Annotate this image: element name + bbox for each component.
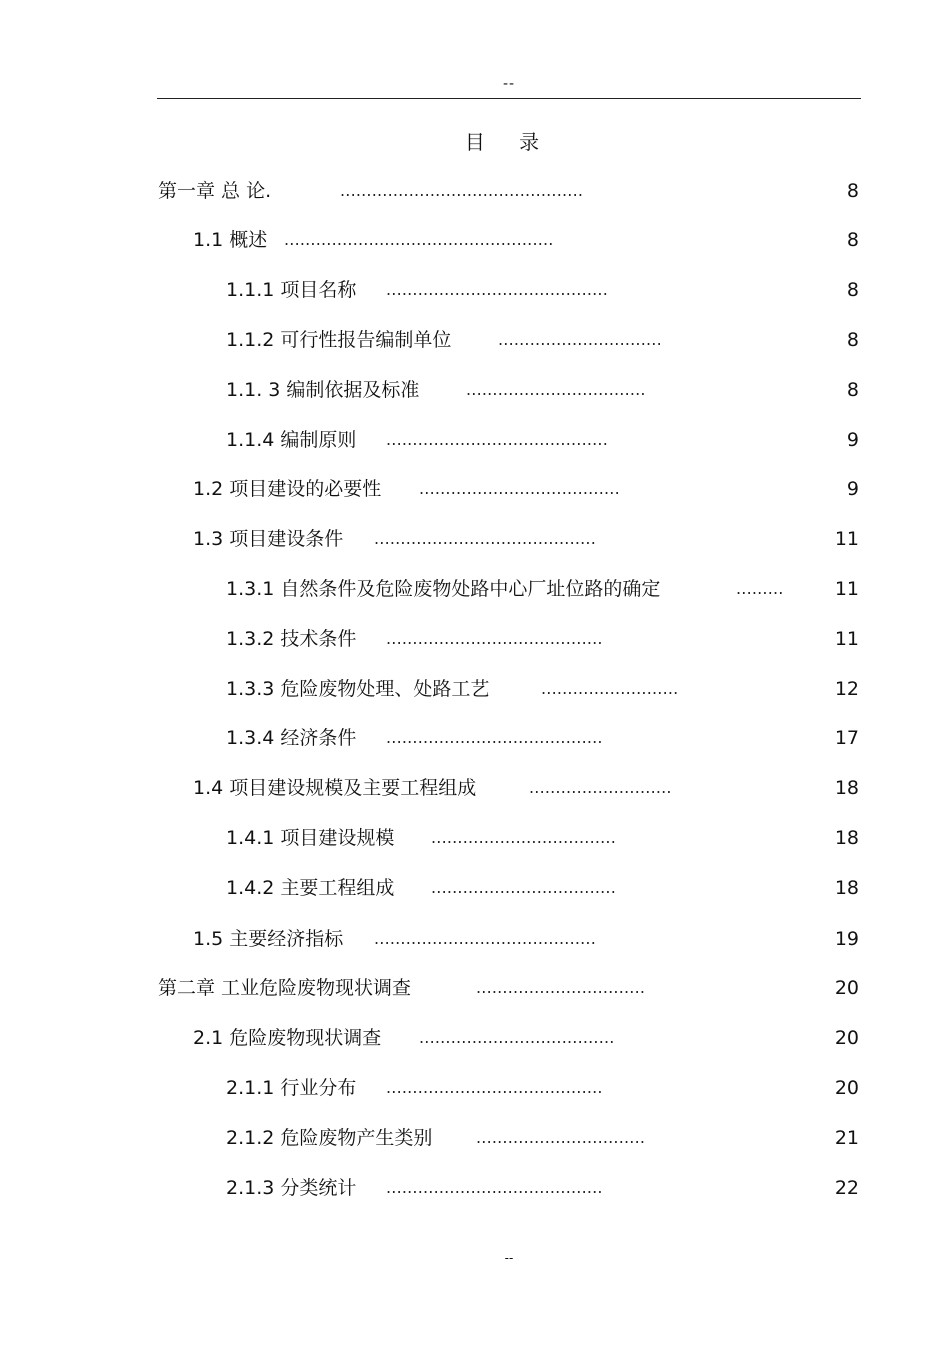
toc-entry-leader: ............................... xyxy=(498,330,662,349)
toc-entry-page: 18 xyxy=(834,827,859,849)
toc-entry-label: 1.2 项目建设的必要性 xyxy=(193,478,382,500)
toc-entry[interactable] xyxy=(0,1174,861,1202)
toc-entry[interactable] xyxy=(0,925,861,953)
toc-entry-page: 8 xyxy=(846,180,859,202)
toc-entry-leader: .......................... xyxy=(541,679,679,698)
toc-entry-leader: .......................................... xyxy=(374,529,597,548)
toc-entry-label: 1.5 主要经济指标 xyxy=(193,928,344,950)
toc-entry-leader: .......................................... xyxy=(386,430,609,449)
toc-entry-page: 8 xyxy=(846,279,859,301)
toc-entry-leader: ........................... xyxy=(529,778,672,797)
toc-entry-label: 1.1.2 可行性报告编制单位 xyxy=(226,329,452,351)
toc-entry-label: 第二章 工业危险废物现状调查 xyxy=(158,977,412,999)
toc-entry-label: 第一章 总 论. xyxy=(158,180,272,202)
toc-entry-label: 2.1.1 行业分布 xyxy=(226,1077,357,1099)
toc-entry-page: 18 xyxy=(834,877,859,899)
toc-entry-label: 1.4.1 项目建设规模 xyxy=(226,827,395,849)
toc-entry[interactable] xyxy=(0,625,861,653)
toc-entry[interactable] xyxy=(0,426,861,454)
toc-entry-leader: ......... xyxy=(736,579,784,598)
toc-entry[interactable] xyxy=(0,774,861,802)
toc-entry-page: 21 xyxy=(834,1127,859,1149)
toc-entry-label: 2.1 危险废物现状调查 xyxy=(193,1027,382,1049)
header-rule xyxy=(157,98,861,99)
toc-entry-leader: ................................................... xyxy=(284,230,554,249)
toc-entry-label: 1.1.4 编制原则 xyxy=(226,429,357,451)
toc-entry-label: 1.1.1 项目名称 xyxy=(226,279,357,301)
toc-entry-page: 20 xyxy=(834,977,859,999)
toc-entry-page: 11 xyxy=(834,578,859,600)
toc-entry-label: 1.3.2 技术条件 xyxy=(226,628,357,650)
toc-entry-label: 1.3.3 危险废物处理、处路工艺 xyxy=(226,678,490,700)
toc-entry-leader: ................................ xyxy=(476,978,646,997)
toc-entry-page: 9 xyxy=(846,429,859,451)
toc-entry[interactable] xyxy=(0,974,861,1002)
toc-entry[interactable] xyxy=(0,1024,861,1052)
toc-entry-label: 1.1. 3 编制依据及标准 xyxy=(226,379,420,401)
toc-entry-page: 17 xyxy=(834,727,859,749)
toc-entry-label: 1.4 项目建设规模及主要工程组成 xyxy=(193,777,477,799)
toc-entry-label: 1.3.4 经济条件 xyxy=(226,727,357,749)
toc-entry-leader: ................................... xyxy=(431,828,617,847)
toc-entry[interactable] xyxy=(0,475,861,503)
toc-entry-label: 1.1 概述 xyxy=(193,229,268,251)
page-header-mark: -- xyxy=(502,76,516,92)
toc-entry-page: 18 xyxy=(834,777,859,799)
toc-entry-leader: .......................................... xyxy=(386,280,609,299)
toc-entry-page: 8 xyxy=(846,229,859,251)
toc-entry-label: 2.1.2 危险废物产生类别 xyxy=(226,1127,433,1149)
toc-entry[interactable] xyxy=(0,675,861,703)
toc-entry-page: 22 xyxy=(834,1177,859,1199)
toc-entry-leader: .......................................... xyxy=(374,929,597,948)
toc-entry-label: 1.3.1 自然条件及危险废物处路中心厂址位路的确定 xyxy=(226,578,661,600)
toc-entry[interactable] xyxy=(0,276,861,304)
toc-entry-leader: ......................................... xyxy=(386,728,603,747)
toc-entry[interactable] xyxy=(0,1074,861,1102)
toc-entry-label: 2.1.3 分类统计 xyxy=(226,1177,357,1199)
toc-entry-leader: .................................. xyxy=(466,380,646,399)
toc-entry-page: 8 xyxy=(846,329,859,351)
toc-entry[interactable] xyxy=(0,525,861,553)
toc-entry-page: 9 xyxy=(846,478,859,500)
toc-entry[interactable] xyxy=(0,575,861,603)
toc-entry[interactable] xyxy=(0,226,861,254)
toc-entry-leader: ...................................... xyxy=(419,479,620,498)
toc-entry[interactable] xyxy=(0,724,861,752)
toc-entry-leader: ..................................... xyxy=(419,1028,615,1047)
toc-entry-page: 19 xyxy=(834,928,859,950)
toc-entry[interactable] xyxy=(0,177,861,205)
toc-entry[interactable] xyxy=(0,376,861,404)
toc-entry-leader: ......................................... xyxy=(386,1078,603,1097)
toc-entry-leader: ......................................... xyxy=(386,1178,603,1197)
toc-entry-page: 20 xyxy=(834,1027,859,1049)
toc-title: 目 录 xyxy=(464,130,554,154)
toc-entry-page: 8 xyxy=(846,379,859,401)
toc-entry-leader: ................................... xyxy=(431,878,617,897)
toc-entry-leader: .............................................. xyxy=(340,181,584,200)
page-footer-mark: -- xyxy=(504,1251,514,1265)
toc-entry-label: 1.4.2 主要工程组成 xyxy=(226,877,395,899)
toc-entry-leader: ......................................... xyxy=(386,629,603,648)
toc-entry-label: 1.3 项目建设条件 xyxy=(193,528,344,550)
toc-entry[interactable] xyxy=(0,326,861,354)
toc-entry-page: 12 xyxy=(834,678,859,700)
toc-entry-page: 11 xyxy=(834,628,859,650)
toc-entry[interactable] xyxy=(0,874,861,902)
toc-entry-page: 20 xyxy=(834,1077,859,1099)
toc-entry-leader: ................................ xyxy=(476,1128,646,1147)
toc-entry-page: 11 xyxy=(834,528,859,550)
toc-entry[interactable] xyxy=(0,1124,861,1152)
toc-entry[interactable] xyxy=(0,824,861,852)
